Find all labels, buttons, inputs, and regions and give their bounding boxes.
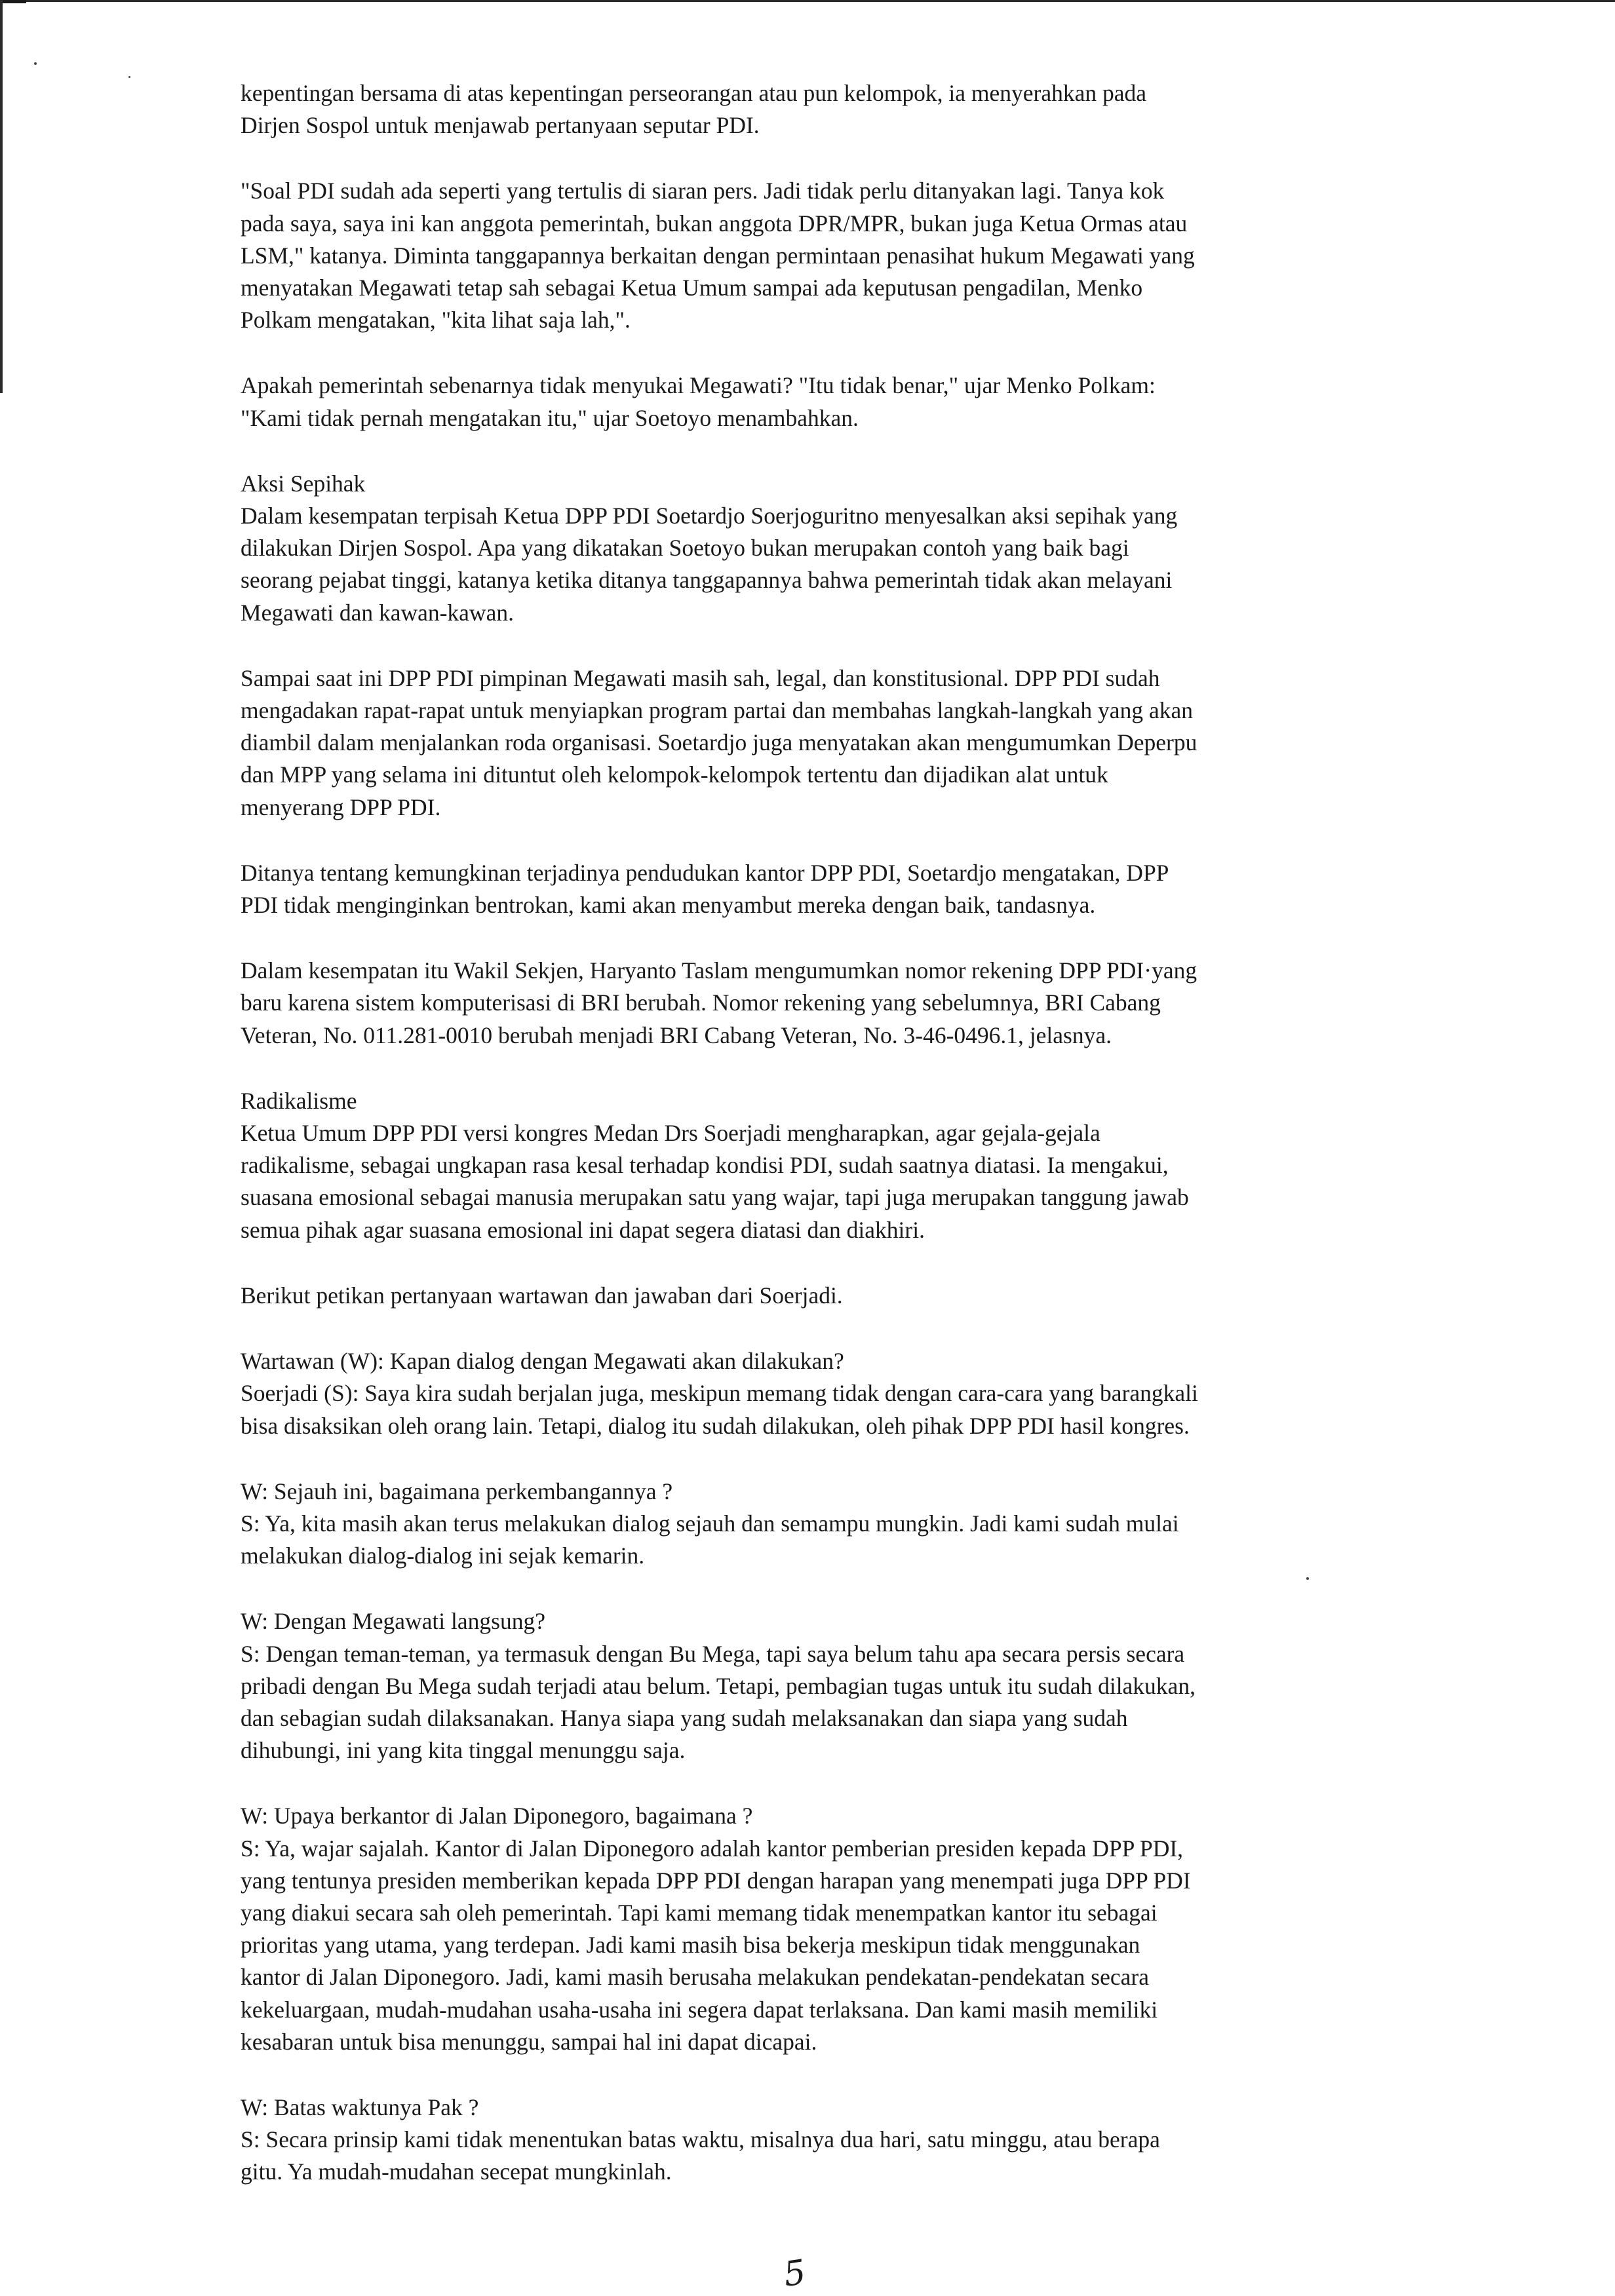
interview-qa-3: W: Dengan Megawati langsung? S: Dengan teman-teman, ya termasuk dengan Bu Mega, tapi saya belum tahu apa secara persis secara pribadi dengan Bu Mega sudah terjadi atau belum. Tetapi, pembagian tugas untuk itu sudah dilakukan, dan sebagian sudah dilaksanakan. Hanya siapa yang sudah melaksanakan dan siapa yang sudah dihubungi, ini yang kita tinggal menunggu saja. bbox=[241, 1608, 1196, 1764]
paragraph-quote-pdi: "Soal PDI sudah ada seperti yang tertulis di siaran pers. Jadi tidak perlu ditanyakan lagi. Tanya kok pada saya, saya ini kan anggota pemerintah, bukan anggota DPR/MPR, bukan juga Ketua Ormas atau LSM," katanya. Diminta tanggapannya berkaitan dengan permintaan penasihat hukum Megawati yang menyatakan Megawati tetap sah sebagai Ketua Umum sampai ada keputusan pengadilan, Menko Polkam mengatakan, "kita lihat saja lah,". bbox=[241, 178, 1195, 334]
section-aksi-sepihak: Aksi Sepihak Dalam kesempatan terpisah Ketua DPP PDI Soetardjo Soerjoguritno menyesalkan aksi sepihak yang dilakukan Dirjen Sospol. Apa yang dikatakan Soetoyo bukan merupakan contoh yang baik bagi seorang pejabat tinggi, katanya ketika ditanya tanggapannya bahwa pemerintah tidak akan melayani Megawati dan kawan-kawan. bbox=[241, 470, 1178, 626]
paragraph-intro: kepentingan bersama di atas kepentingan perseorangan atau pun kelompok, ia menyerahkan pada Dirjen Sospol untuk menjawab pertanyaan seputar PDI. bbox=[241, 80, 1147, 139]
section-radikalisme: Radikalisme Ketua Umum DPP PDI versi kongres Medan Drs Soerjadi mengharapkan, agar gejala-gejala radikalisme, sebagai ungkapan rasa kesal terhadap kondisi PDI, sudah saatnya diatasi. Ia mengakui, suasana emosional sebagai manusia merupakan satu yang wajar, tapi juga merupakan tanggung jawab semua pihak agar suasana emosional ini dapat segera diatasi dan diakhiri. bbox=[241, 1087, 1189, 1243]
paragraph-kantor-dpp: Ditanya tentang kemungkinan terjadinya pendudukan kantor DPP PDI, Soetardjo mengatakan, DPP PDI tidak menginginkan bentrokan, kami akan menyambut mereka dengan baik, tandasnya. bbox=[241, 859, 1169, 919]
interview-qa-5: W: Batas waktunya Pak ? S: Secara prinsip kami tidak menentukan batas waktu, misalnya dua hari, satu minggu, atau berapa gitu. Ya mudah-mudahan secepat mungkinlah. bbox=[241, 2094, 1160, 2185]
article-body bbox=[241, 77, 1381, 2189]
paragraph-rekening: Dalam kesempatan itu Wakil Sekjen, Haryanto Taslam mengumumkan nomor rekening DPP PDI·yang baru karena sistem komputerisasi di BRI berubah. Nomor rekening yang sebelumnya, BRI Cabang Veteran, No. 011.281-0010 berubah menjadi BRI Cabang Veteran, No. 3-46-0496.1, jelasnya. bbox=[241, 957, 1197, 1048]
scan-speck bbox=[128, 76, 130, 78]
scan-mark-top-left bbox=[0, 0, 26, 3]
paragraph-dpp-status: Sampai saat ini DPP PDI pimpinan Megawati masih sah, legal, dan konstitusional. DPP PDI sudah mengadakan rapat-rapat untuk menyiapkan program partai dan membahas langkah-langkah yang akan diambil dalam menjalankan roda organisasi. Soetardjo juga menyatakan akan mengumumkan Deperpu dan MPP yang selama ini dituntut oleh kelompok-kelompok tertentu dan dijadikan alat untuk menyerang DPP PDI. bbox=[241, 664, 1197, 820]
paragraph-interview-intro: Berikut petikan pertanyaan wartawan dan jawaban dari Soerjadi. bbox=[241, 1282, 843, 1309]
scan-speck bbox=[34, 62, 37, 65]
interview-qa-1: Wartawan (W): Kapan dialog dengan Megawati akan dilakukan? Soerjadi (S): Saya kira sudah berjalan juga, meskipun memang tidak dengan cara-cara yang barangkali bisa disaksikan oleh orang lain. Tetapi, dialog itu sudah dilakukan, oleh pihak DPP PDI hasil kongres. bbox=[241, 1348, 1198, 1439]
scan-border-top bbox=[0, 0, 1615, 2]
interview-qa-4: W: Upaya berkantor di Jalan Diponegoro, bagaimana ? S: Ya, wajar sajalah. Kantor di Jalan Diponegoro adalah kantor pemberian presiden kepada DPP PDI, yang tentunya presiden memberikan kepada DPP PDI dengan harapan yang menempati juga DPP PDI yang diakui secara sah oleh pemerintah. Tapi kami memang tidak menempatkan kantor itu sebagai prioritas yang utama, yang terdepan. Jadi kami masih bisa bekerja meskipun tidak menggunakan kantor di Jalan Diponegoro. Jadi, kami masih berusaha melakukan pendekatan-pendekatan secara kekeluargaan, mudah-mudahan usaha-usaha ini segera dapat terlaksana. Dan kami masih memiliki kesabaran untuk bisa menunggu, sampai hal ini dapat dicapai. bbox=[241, 1803, 1191, 2055]
scan-border-left bbox=[0, 0, 3, 393]
interview-qa-2: W: Sejauh ini, bagaimana perkembangannya ? S: Ya, kita masih akan terus melakukan dialog sejauh dan semampu mungkin. Jadi kami sudah mulai melakukan dialog-dialog ini sejak kemarin. bbox=[241, 1478, 1179, 1569]
page-number: 5 bbox=[781, 2252, 809, 2295]
paragraph-question-megawati: Apakah pemerintah sebenarnya tidak menyukai Megawati? "Itu tidak benar," ujar Menko Polkam: "Kami tidak pernah mengatakan itu," ujar Soetoyo menambahkan. bbox=[241, 372, 1156, 431]
